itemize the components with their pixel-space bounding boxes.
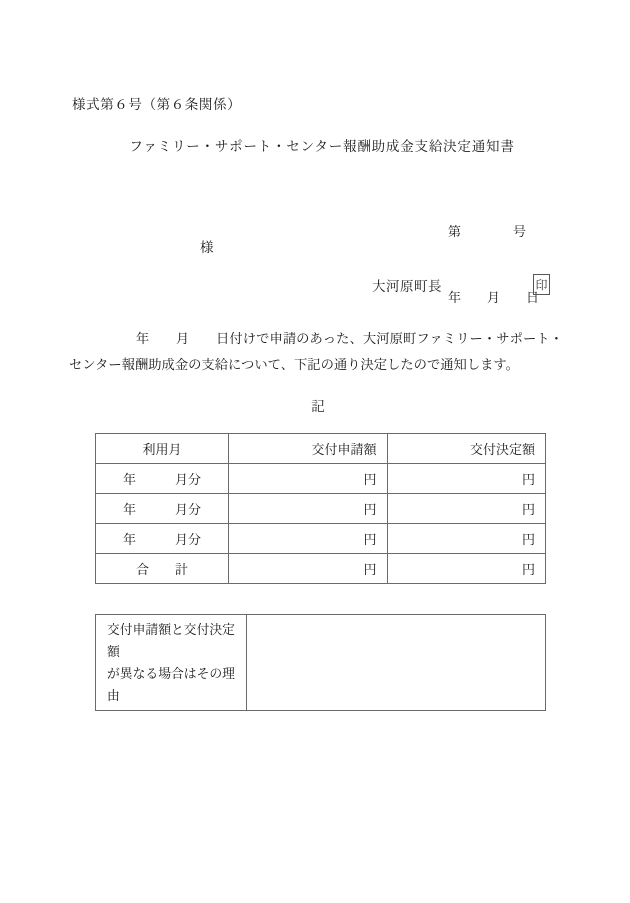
cell-month: 年 月分 xyxy=(96,524,229,554)
column-header-applied-amount: 交付申請額 xyxy=(229,434,388,464)
cell-decided-amount: 円 xyxy=(387,494,546,524)
table-row-total xyxy=(96,554,546,584)
column-header-month: 利用月 xyxy=(96,434,229,464)
form-number: 様式第６号（第６条関係） xyxy=(72,97,242,112)
addressee-suffix: 様 xyxy=(200,240,214,255)
cell-total-label: 合 計 xyxy=(96,554,229,584)
reason-label-line-2: が異なる場合はその理由 xyxy=(107,666,235,703)
cell-total-applied-amount: 円 xyxy=(229,554,388,584)
reason-label xyxy=(96,615,247,711)
body-paragraph: 年 月 日付けで申請のあった、大河原町ファミリー・サポート・センター報酬助成金の支給について、下記の通り決定したので通知します。 xyxy=(69,331,563,372)
table-header-row xyxy=(96,434,546,464)
cell-applied-amount: 円 xyxy=(229,524,388,554)
reason-label-line-1: 交付申請額と交付決定額 xyxy=(107,622,235,659)
reason-row xyxy=(96,615,546,711)
reason-box xyxy=(95,614,546,711)
page-title: ファミリー・サポート・センター報酬助成金支給決定通知書 xyxy=(129,139,515,154)
table-row xyxy=(96,524,546,554)
cell-applied-amount: 円 xyxy=(229,494,388,524)
table-row xyxy=(96,464,546,494)
document-date-line: 年 月 日 xyxy=(448,290,540,305)
table-row xyxy=(96,494,546,524)
ki-marker: 記 xyxy=(311,399,325,414)
issuer-name: 大河原町長 xyxy=(372,278,442,294)
column-header-decided-amount: 交付決定額 xyxy=(387,434,546,464)
cell-month: 年 月分 xyxy=(96,464,229,494)
reason-value-field[interactable] xyxy=(247,615,546,711)
cell-decided-amount: 円 xyxy=(387,524,546,554)
issuer-row xyxy=(372,274,550,295)
cell-decided-amount: 円 xyxy=(387,464,546,494)
cell-total-decided-amount: 円 xyxy=(387,554,546,584)
cell-month: 年 月分 xyxy=(96,494,229,524)
cell-applied-amount: 円 xyxy=(229,464,388,494)
seal-stamp-icon: 印 xyxy=(533,274,550,295)
amounts-table xyxy=(95,433,546,584)
document-number-line: 第 号 xyxy=(448,224,527,239)
